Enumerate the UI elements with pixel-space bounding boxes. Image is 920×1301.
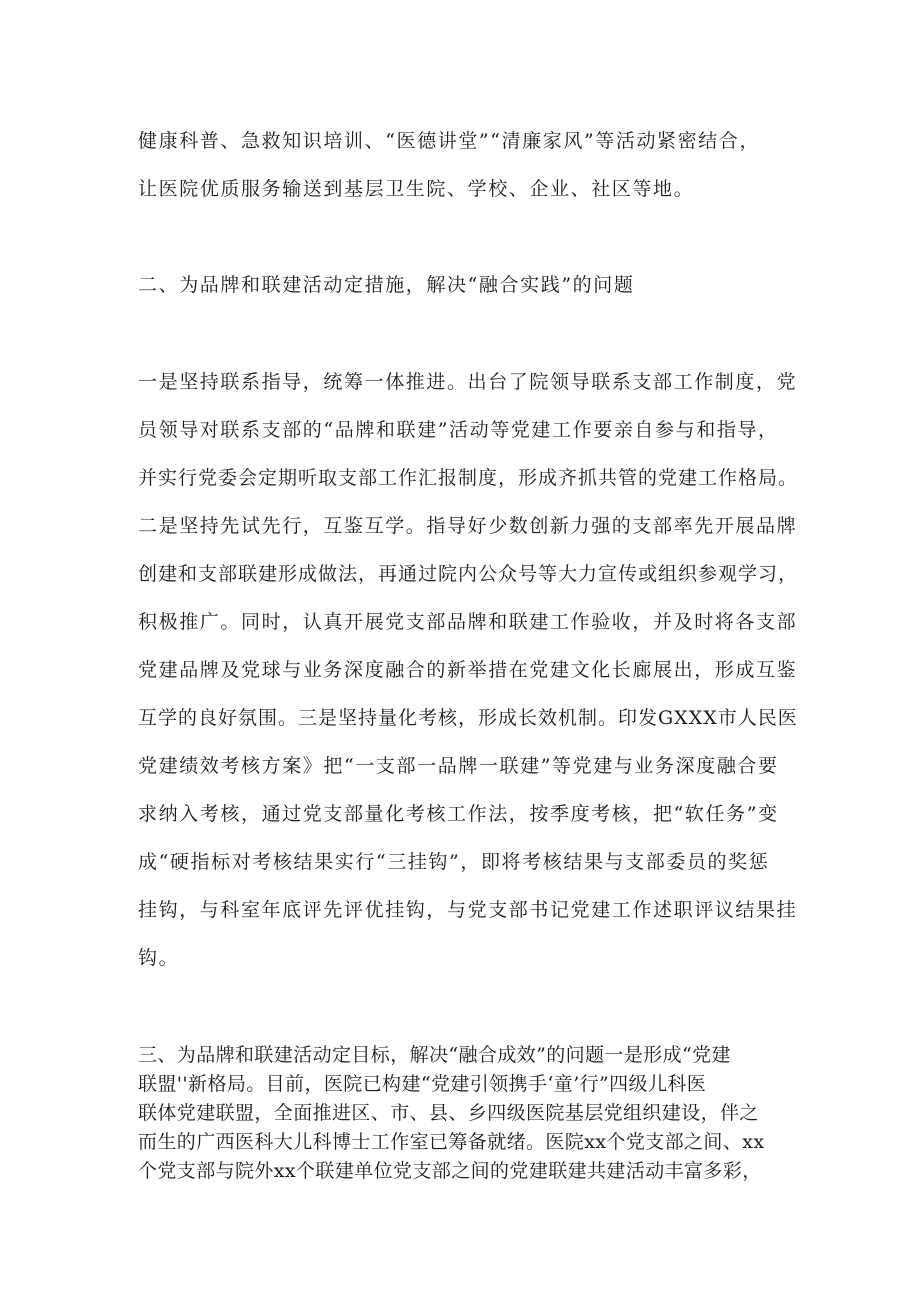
intro-line-1: 健康科普、急救知识培训、“医德讲堂”“清廉家风”等活动紧密结合， bbox=[138, 130, 761, 152]
section-2-line-13: 钩。 bbox=[138, 947, 180, 969]
section-2-line-10: 求纳入考核，通过党支部量化考核工作法，按季度考核，把“软任务”变 bbox=[138, 803, 779, 825]
section-2-line-9: 党建绩效考核方案》把“一支部一品牌一联建”等党建与业务深度融合要 bbox=[138, 755, 779, 777]
intro-line-2: 让医院优质服务输送到基层卫生院、学校、企业、社区等地。 bbox=[138, 178, 695, 200]
section-2-line-6: 积极推广。同时，认真开展党支部品牌和联建工作验收，并及时将各支部 bbox=[138, 611, 798, 633]
section-3-line-5: 个党支部与院外xx个联建单位党支部之间的党建联建共建活动丰富多彩， bbox=[138, 1160, 762, 1182]
section-2-line-1: 一是坚持联系指导，统筹一体推进。出台了院领导联系支部工作制度，党 bbox=[138, 371, 798, 393]
section-2-line-5: 创建和支部联建形成做法，再通过院内公众号等大力宣传或组织参观学习， bbox=[138, 563, 799, 585]
section-3-line-3: 联体党建联盟，全面推进区、市、县、乡四级医院基层党组织建设，伴之 bbox=[138, 1102, 759, 1124]
section-3-line-2: 联盟''新格局。目前，医院已构建“党建引领携手‘童’行”四级儿科医 bbox=[138, 1073, 707, 1095]
section-2-heading: 二、为品牌和联建活动定措施，解决“融合实践”的问题 bbox=[138, 274, 635, 296]
section-2-line-12: 挂钩，与科室年底评先评优挂钩，与党支部书记党建工作述职评议结果挂 bbox=[138, 899, 798, 921]
section-2-line-7: 党建品牌及党球与业务深度融合的新举措在党建文化长廊展出，形成互鉴 bbox=[138, 659, 798, 681]
section-2-line-3: 并实行党委会定期听取支部工作汇报制度，形成齐抓共管的党建工作格局。 bbox=[138, 467, 799, 489]
section-2-line-11: 成“硬指标对考核结果实行“三挂钩”，即将考核结果与支部委员的奖惩 bbox=[138, 851, 770, 873]
section-2-line-4: 二是坚持先试先行，互鉴互学。指导好少数创新力强的支部率先开展品牌 bbox=[138, 515, 798, 537]
section-3-line-4: 而生的广西医科大儿科博士工作室已筹备就绪。医院xx个党支部之间、xx bbox=[138, 1131, 765, 1153]
section-2-line-8: 互学的良好氛围。三是坚持量化考核，形成长效机制。印发GXXX市人民医 bbox=[138, 707, 798, 729]
section-2-line-2: 员领导对联系支部的“品牌和联建”活动等党建工作要亲自参与和指导， bbox=[138, 419, 779, 441]
section-3-line-1: 三、为品牌和联建活动定目标，解决“融合成效”的问题一是形成“党建 bbox=[138, 1044, 731, 1066]
